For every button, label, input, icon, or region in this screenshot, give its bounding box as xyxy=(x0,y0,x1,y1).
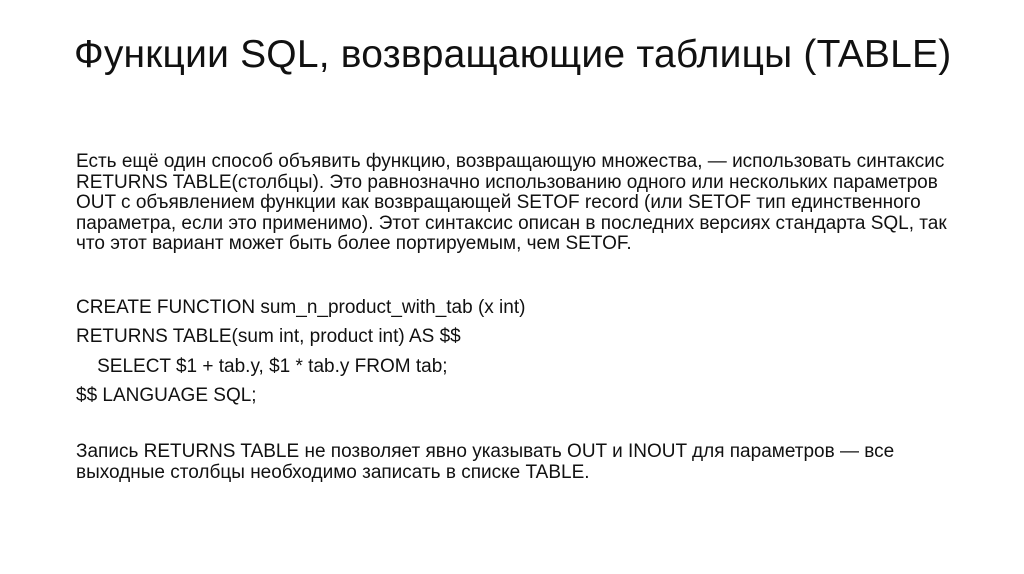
code-line: SELECT $1 + tab.y, $1 * tab.y FROM tab; xyxy=(76,355,448,377)
note-paragraph: Запись RETURNS TABLE не позволяет явно указывать OUT и INOUT для параметров — все выходные столбцы необходимо записать в списке TABLE. xyxy=(76,440,895,483)
slide-body xyxy=(76,152,956,502)
slide-title: Функции SQL, возвращающие таблицы (TABLE) xyxy=(74,33,952,76)
code-line: $$ LANGUAGE SQL; xyxy=(76,385,257,407)
code-block xyxy=(76,293,956,411)
code-line: CREATE FUNCTION sum_n_product_with_tab (x int) xyxy=(76,296,526,318)
intro-paragraph: Есть ещё один способ объявить функцию, возвращающую множества, — использовать синтаксис RETURNS TABLE(столбцы). Это равнозначно использованию одного или нескольких параметров OUT с объявлением функции как возвращающей SETOF record (или SETOF тип единственного параметра, если это применимо). Этот синтаксис описан в последних версиях стандарта SQL, так что этот вариант может быть более портируемым, чем SETOF. xyxy=(76,151,947,255)
code-line: RETURNS TABLE(sum int, product int) AS $$ xyxy=(76,326,461,348)
